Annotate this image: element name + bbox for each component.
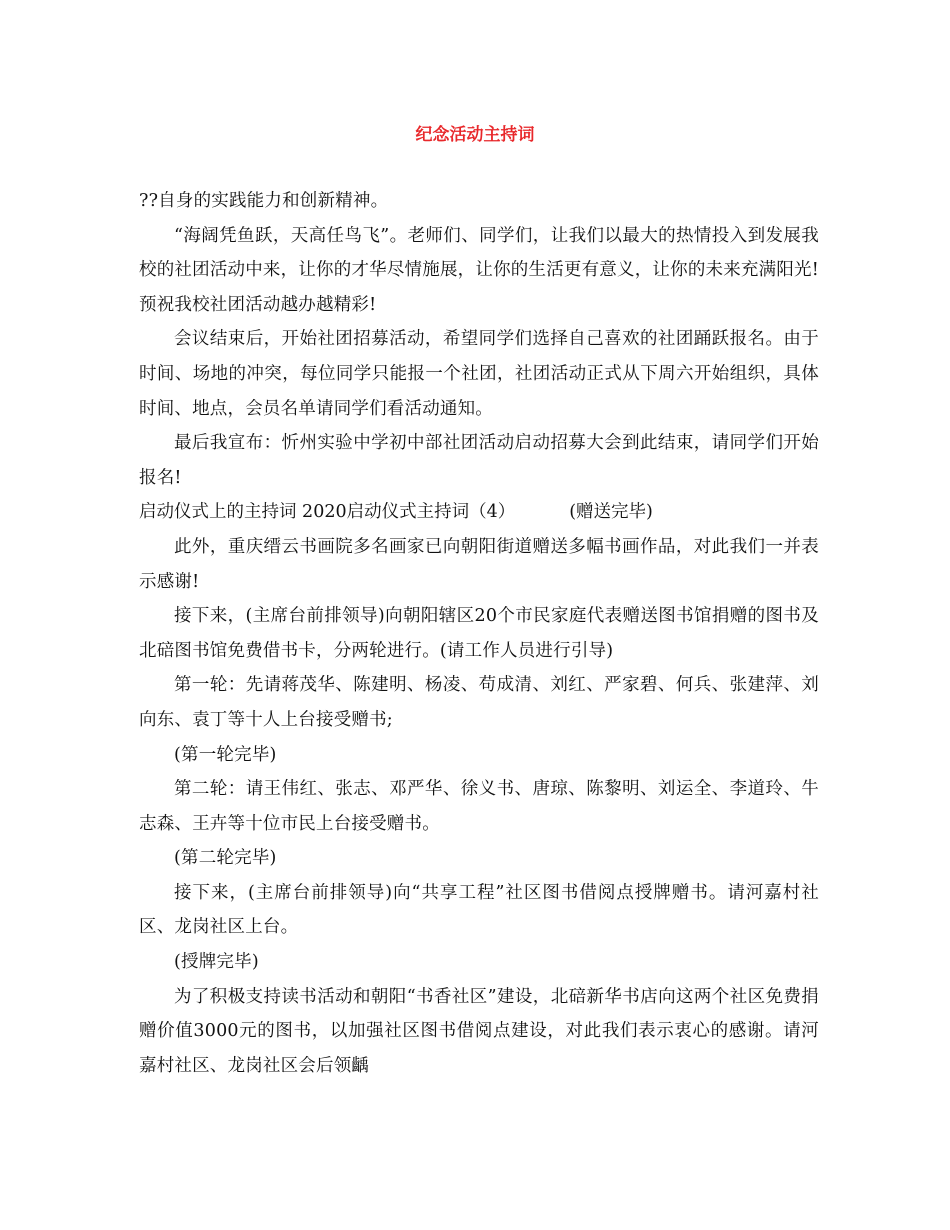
paragraph: (第二轮完毕) xyxy=(174,848,277,869)
paragraph: 会议结束后，开始社团招募活动，希望同学们选择自己喜欢的社团踊跃报名。由于时间、场地的冲突，每位同学只能报一个社团，社团活动正式从下周六开始组织，具体时间、地点，会员名单请同学们看活动通知。 xyxy=(139,329,819,419)
paragraph: 最后我宣布：忻州实验中学初中部社团活动启动招募大会到此结束，请同学们开始报名! xyxy=(139,433,819,488)
paragraph: 为了积极支持读书活动和朝阳“书香社区”建设，北碚新华书店向这两个社区免费捐赠价值3000元的图书，以加强社区图书借阅点建设，对此我们表示衷心的感谢。请河嘉村社区、龙岗社区会后领齲 xyxy=(139,986,819,1076)
document-body xyxy=(139,184,819,1083)
paragraph: 接下来，(主席台前排领导)向朝阳辖区20个市民家庭代表赠送图书馆捐赠的图书及北碚图书馆免费借书卡，分两轮进行。(请工作人员进行引导) xyxy=(139,606,819,661)
paragraph: ??自身的实践能力和创新精神。 xyxy=(139,191,389,211)
paragraph: 接下来，(主席台前排领导)向“共享工程”社区图书借阅点授牌赠书。请河嘉村社区、龙岗社区上台。 xyxy=(139,882,819,938)
document-title: 纪念活动主持词 xyxy=(415,125,535,145)
paragraph: “海阔凭鱼跃，天高任鸟飞”。老师们、同学们，让我们以最大的热情投入到发展我校的社团活动中来，让你的才华尽情施展，让你的生活更有意义，让你的未来充满阳光!预祝我校社团活动越办越精彩! xyxy=(139,225,819,315)
paragraph: (第一轮完毕) xyxy=(174,744,277,765)
paragraph: 此外，重庆缙云书画院多名画家已向朝阳街道赠送多幅书画作品，对此我们一并表示感谢! xyxy=(139,536,819,592)
paragraph: 第二轮：请王伟红、张志、邓严华、徐义书、唐琼、陈黎明、刘运全、李道玲、牛志森、王卉等十位市民上台接受赠书。 xyxy=(139,779,819,834)
section-heading xyxy=(139,495,819,530)
paragraph: (授牌完毕) xyxy=(174,952,259,973)
section-heading-note: (赠送完毕) xyxy=(569,502,653,523)
paragraph: 第一轮：先请蒋茂华、陈建明、杨凌、苟成清、刘红、严家碧、何兵、张建萍、刘向东、袁丁等十人上台接受赠书; xyxy=(139,675,819,730)
section-heading-main: 启动仪式上的主持词 2020启动仪式主持词（4） xyxy=(139,502,516,523)
